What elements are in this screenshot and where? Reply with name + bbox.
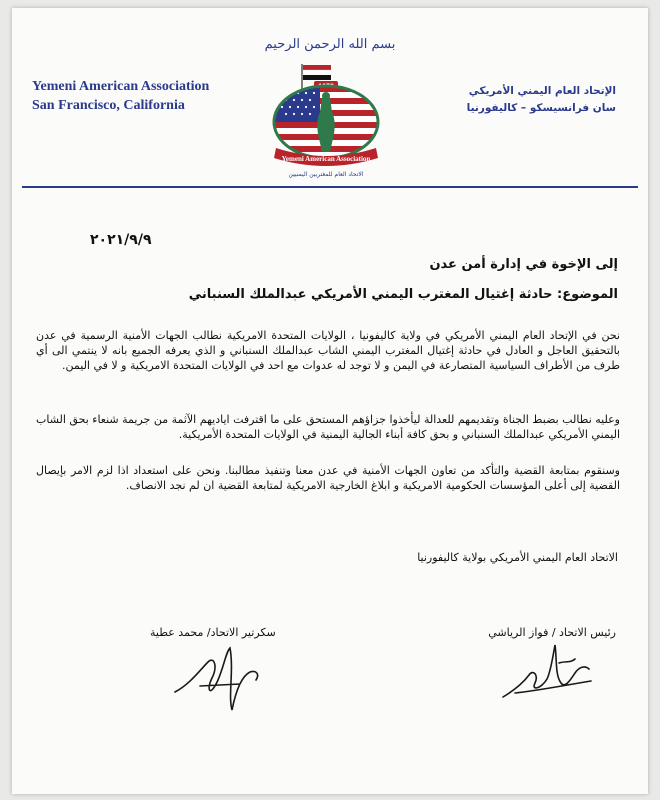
paragraph-3: وسنقوم بمتابعة القضية والتأكد من تعاون الجهات الأمنية في عدن معنا وتنفيذ مطالبنا. ونحن على استعداد اذا لزم الامر بإيصال القضية إلى أعلى المؤسسات الحكومية الامريكية و ابلاغ الخارجية الامريكية لمتابعة القضية ان لم نجد الانصاف. — [36, 464, 620, 492]
logo-arabic-text: الاتحاد العام للمغتربين اليمنيين — [288, 171, 364, 178]
subject-line: الموضوع: حادثة إغتيال المغترب اليمني الأمريكي عبدالملك السنباني — [188, 287, 618, 302]
logo-ribbon-text: Yemeni American Association — [281, 155, 371, 163]
english-org-location: San Francisco, California — [32, 98, 185, 113]
english-letterhead — [32, 77, 209, 115]
arabic-letterhead — [467, 83, 616, 117]
paragraph-2: وعليه نطالب بضبط الجناة وتقديمهم للعدالة ليأخذوا جزاؤهم المستحق على ما اقترفت اياديهم الآثمة من جريمة شنعاء بحق الشاب اليمني الأمريكي عبدالملك السنباني و بحق كافة أبناء الجالية اليمنية في الولايات المتحدة الأمريكية. — [36, 413, 620, 441]
letterhead-divider — [22, 186, 638, 188]
flag-black-stripe — [303, 75, 331, 80]
president-signature — [495, 635, 600, 710]
arabic-org-name: الإتحاد العام اليمني الأمريكي — [468, 85, 616, 97]
secretary-signature — [170, 640, 265, 720]
paragraph-1: نحن في الإتحاد العام اليمني الأمريكي في ولاية كاليفونيا ، الولايات المتحدة الامريكية نطالب الجهات الأمنية الرسمية في عدن بالتحقيق العاجل و العادل في حادثة إغتيال المغترب اليمني الشاب عبدالملك السنباني و الذي يعرفه الجميع بانه لا ينتمي الى أي طرف من الأطراف السياسية المتصارعة في اليمن و لا توجد له عدوات مع احد في الولايات المتحدة الامريكية و لا في اليمن. — [36, 329, 620, 372]
secretary-label: سكرتير الاتحاد/ محمد عطية — [150, 626, 276, 639]
arabic-org-location: سان فرانسيسكو – كاليفورنيا — [466, 102, 616, 114]
closing-line: الاتحاد العام اليمني الأمريكي بولاية كاليفورنيا — [417, 551, 618, 564]
letter-date: ٢٠٢١/٩/٩ — [90, 232, 152, 248]
president-label: رئيس الاتحاد / فواز الرياشي — [488, 626, 616, 639]
flag-white-stripe — [303, 70, 331, 75]
english-org-name: Yemeni American Association — [32, 79, 210, 94]
association-logo — [256, 60, 396, 184]
flag-red-stripe — [303, 65, 331, 70]
basmala: بسم الله الرحمن الرحيم — [264, 37, 396, 52]
addressee: إلى الإخوة في إدارة أمن عدن — [429, 257, 618, 272]
